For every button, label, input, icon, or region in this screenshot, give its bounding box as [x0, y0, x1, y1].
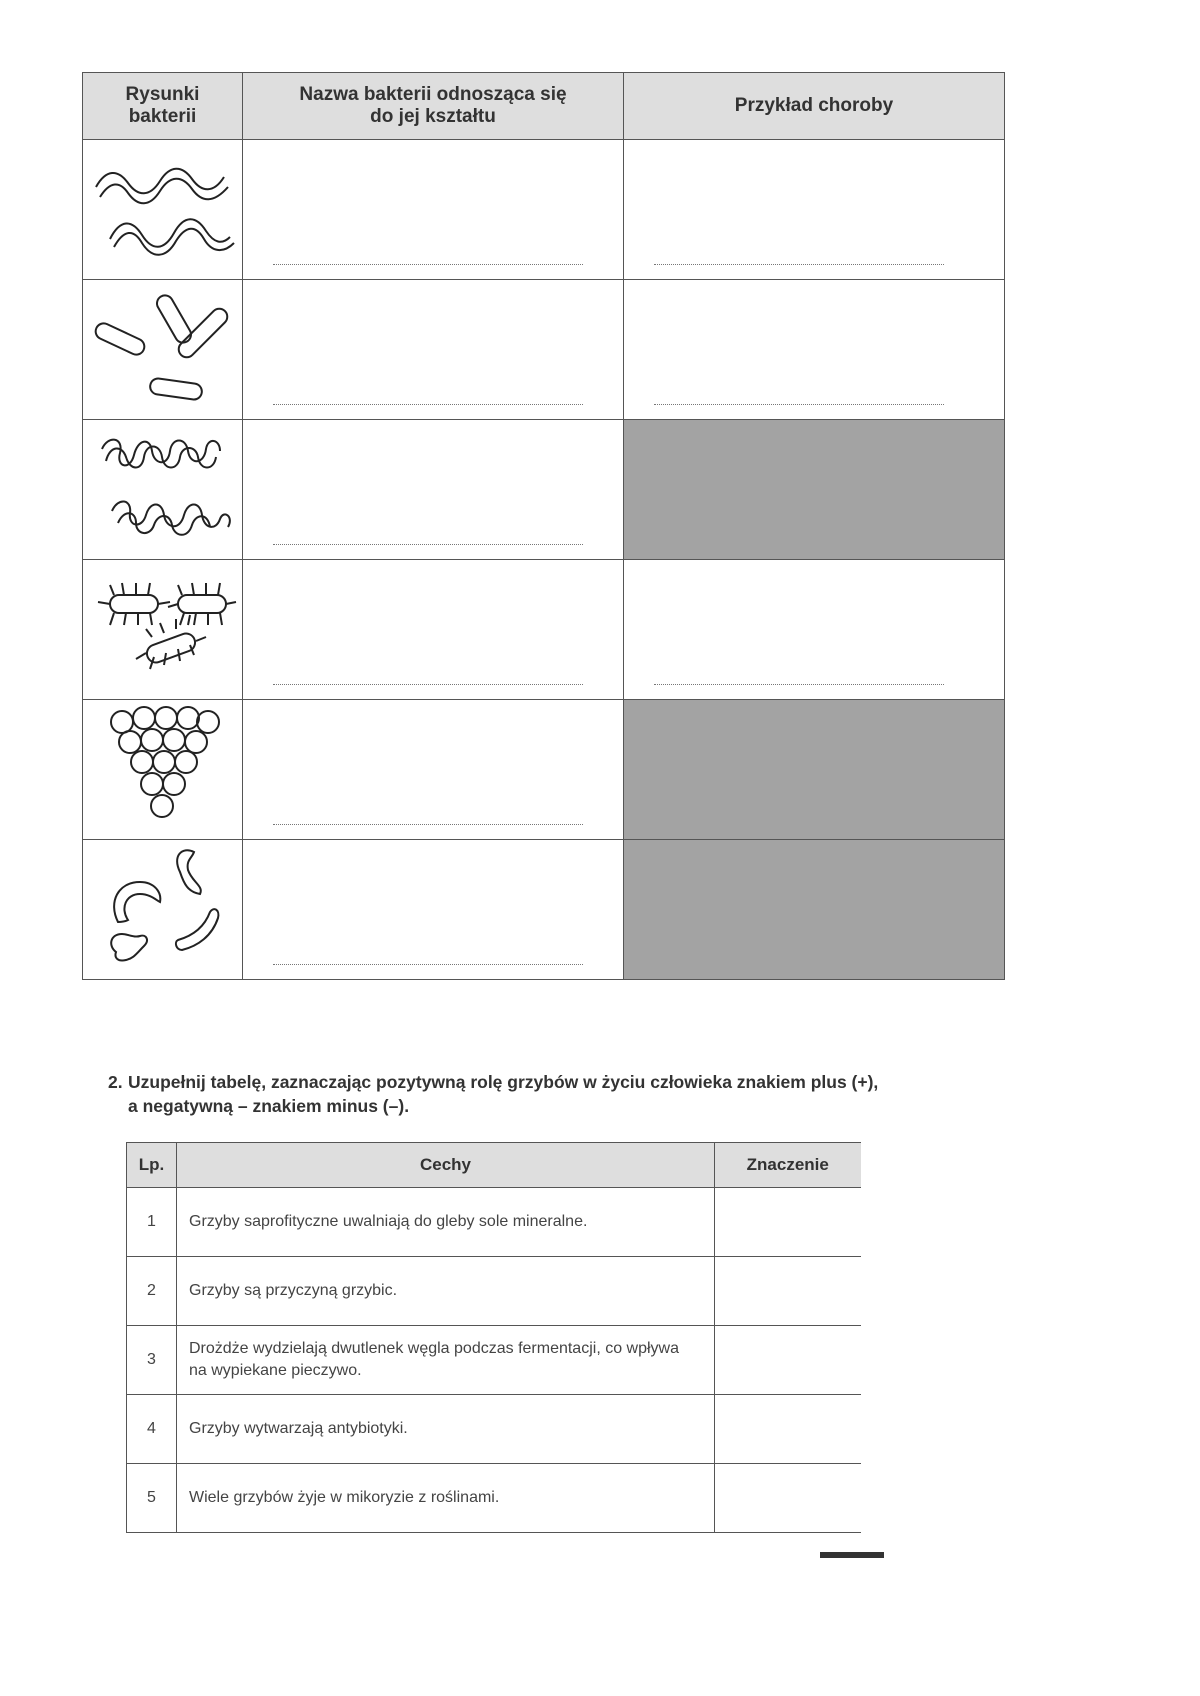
row-number: 1 — [127, 1188, 177, 1257]
disease-cell-shaded — [624, 840, 1005, 980]
disease-cell-shaded — [624, 700, 1005, 840]
table-row — [83, 280, 1005, 420]
disease-cell[interactable] — [624, 280, 1005, 420]
row-feature: Grzyby są przyczyną grzybic. — [177, 1257, 715, 1326]
answer-line — [273, 824, 583, 825]
header-znaczenie: Znaczenie — [715, 1143, 861, 1188]
answer-line — [654, 684, 944, 685]
answer-line — [654, 404, 944, 405]
row-answer-cell[interactable] — [715, 1464, 861, 1533]
disease-cell[interactable] — [624, 560, 1005, 700]
header-cechy: Cechy — [177, 1143, 715, 1188]
row-answer-cell[interactable] — [715, 1326, 861, 1395]
header-drawings: Rysunki bakterii — [83, 73, 243, 140]
bacteria-name-cell[interactable] — [243, 700, 624, 840]
page-marker-bar — [820, 1552, 884, 1558]
task-number: 2. — [108, 1072, 123, 1092]
drawing-cell — [83, 280, 243, 420]
row-answer-cell[interactable] — [715, 1395, 861, 1464]
row-number: 5 — [127, 1464, 177, 1533]
drawing-cell — [83, 840, 243, 980]
task-2-instruction — [108, 1070, 928, 1118]
bacteria-name-cell[interactable] — [243, 560, 624, 700]
row-number: 3 — [127, 1326, 177, 1395]
fungi-table — [126, 1142, 861, 1533]
table-row — [83, 560, 1005, 700]
table-row — [127, 1257, 861, 1326]
answer-line — [273, 544, 583, 545]
staphylococcus-icon — [88, 702, 238, 832]
instruction-line-2: a negatywną – znakiem minus (–). — [128, 1096, 410, 1116]
bacteria-name-cell[interactable] — [243, 840, 624, 980]
table-row — [83, 140, 1005, 280]
row-answer-cell[interactable] — [715, 1257, 861, 1326]
bacteria-table — [82, 72, 1005, 980]
table-row — [83, 700, 1005, 840]
row-number: 2 — [127, 1257, 177, 1326]
row-feature: Grzyby saprofityczne uwalniają do gleby sole mineralne. — [177, 1188, 715, 1257]
row-number: 4 — [127, 1395, 177, 1464]
spirochete-icon — [88, 427, 238, 547]
flagellated-bacillus-icon — [88, 567, 238, 687]
bacteria-table-header — [83, 73, 1005, 140]
row-feature: Grzyby wytwarzają antybiotyki. — [177, 1395, 715, 1464]
row-feature: Wiele grzybów żyje w mikoryzie z roślinami. — [177, 1464, 715, 1533]
table-row — [127, 1395, 861, 1464]
answer-line — [654, 264, 944, 265]
table-row — [127, 1326, 861, 1395]
row-feature: Drożdże wydzielają dwutlenek węgla podczas fermentacji, co wpływa na wypiekane pieczywo. — [177, 1326, 715, 1395]
instruction-line-1: Uzupełnij tabelę, zaznaczając pozytywną rolę grzybów w życiu człowieka znakiem plus (+), — [128, 1072, 879, 1092]
header-lp: Lp. — [127, 1143, 177, 1188]
disease-cell[interactable] — [624, 140, 1005, 280]
vibrio-icon — [88, 842, 238, 972]
fungi-table-header — [127, 1143, 861, 1188]
header-disease-example: Przykład choroby — [624, 73, 1005, 140]
drawing-cell — [83, 420, 243, 560]
table-row — [83, 420, 1005, 560]
table-row — [127, 1188, 861, 1257]
table-row — [127, 1464, 861, 1533]
bacteria-name-cell[interactable] — [243, 140, 624, 280]
bacteria-name-cell[interactable] — [243, 280, 624, 420]
bacteria-name-cell[interactable] — [243, 420, 624, 560]
drawing-cell — [83, 700, 243, 840]
answer-line — [273, 684, 583, 685]
drawing-cell — [83, 140, 243, 280]
bacillus-icon — [88, 287, 238, 407]
header-bacteria-name: Nazwa bakterii odnosząca się do jej kształtu — [243, 73, 624, 140]
answer-line — [273, 964, 583, 965]
table-row — [83, 840, 1005, 980]
spirillum-icon — [88, 147, 238, 267]
drawing-cell — [83, 560, 243, 700]
answer-line — [273, 404, 583, 405]
row-answer-cell[interactable] — [715, 1188, 861, 1257]
answer-line — [273, 264, 583, 265]
disease-cell-shaded — [624, 420, 1005, 560]
